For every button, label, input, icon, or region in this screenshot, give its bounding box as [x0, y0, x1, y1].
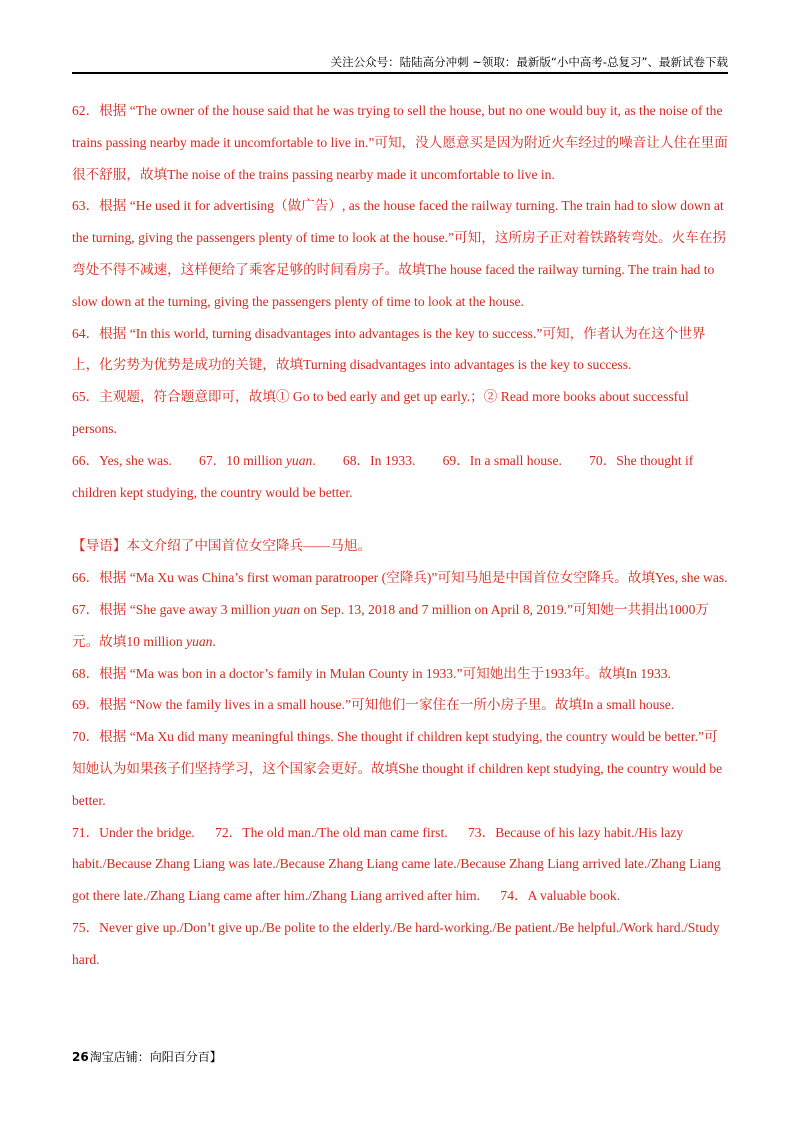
answer-67: 67．10 million yuan.: [199, 452, 316, 468]
explanation-68: 68．根据 “Ma was bon in a doctor’s family in Mulan County in 1933.”可知她出生于1933年。故填In 1933.: [72, 665, 671, 681]
section-gap: [72, 508, 728, 530]
explanation-70: 70．根据 “Ma Xu did many meaningful things. She thought if children kept studying, the country would be better.”可知她认为如果孩子们坚持学习，这个国家会更好。故填She thought if children kept studying, the country would be better.: [72, 729, 726, 808]
answer-65: 65．主观题，符合题意即可，故填① Go to bed early and get up early.；② Read more books about successful persons.: [72, 389, 693, 436]
answer-75: 75．Never give up./Don’t give up./Be polite to the elderly./Be hard-working./Be patient./Be helpful./Work hard./Study hard.: [72, 919, 723, 967]
page-header: 关注公众号：陆陆高分冲刺 ~领取：最新版“小中高考-总复习”、最新试卷下载: [330, 55, 728, 69]
guide-label: 【导语】: [72, 538, 127, 554]
answer-63: 63．根据 “He used it for advertising（做广告）, as the house faced the railway turning. The train had to slow down at the turning, giving the passengers plenty of time to look at the house.”可知，这所房子正对着铁路转弯处。火车在拐弯处不得不减速，这样便给了乘客足够的时间看房子。故填The house faced the railway turning. The train had to slow down at the turning, giving the passengers plenty of time to look at the house.: [72, 198, 728, 309]
shop-label: 淘宝店铺：向阳百分百】: [89, 1050, 222, 1064]
guide-text: 本文介绍了中国首位女空降兵——马旭。: [126, 538, 372, 554]
answer-62: 62．根据 “The owner of the house said that he was trying to sell the house, but no one would buy it, as the noise of the trains passing nearby made it uncomfortable to live in.”可知，没人愿意买是因为附近火车经过的噪音让人住在里面很不舒服，故填The noise of the trains passing nearby made it uncomfortable to live in.: [72, 103, 728, 182]
short-answers-66-70: [72, 445, 728, 509]
explanation-69: 69．根据 “Now the family lives in a small house.”可知他们一家住在一所小房子里。故填In a small house.: [72, 697, 675, 713]
answer-70: 70．She thought if children kept studying, the country would be better.: [72, 452, 697, 500]
explanation-66: 66．根据 “Ma Xu was China’s first woman paratrooper (空降兵)”可知马旭是中国首位女空降兵。故填Yes, she was.: [72, 570, 728, 586]
page-number: 26: [72, 1050, 89, 1064]
answer-66: 66．Yes, she was.: [72, 452, 172, 468]
explanation-67: 67．根据 “She gave away 3 million yuan on Sep. 13, 2018 and 7 million on April 8, 2019.”可知她一共捐出1000万元。故填10 million yuan.: [72, 601, 709, 649]
page-footer: [72, 1048, 222, 1065]
header-rule: [72, 72, 728, 74]
guide-paragraph: [72, 530, 728, 562]
answer-64: 64．根据 “In this world, turning disadvantages into advantages is the key to success.”可知，作者认为在这个世界上，化劣势为优势是成功的关键，故填Turning disadvantages into advantages is the key to success.: [72, 325, 706, 373]
answer-body: [72, 95, 728, 976]
short-answers-71-74: 71．Under the bridge. 72．The old man./The old man came first. 73．Because of his lazy habit./His lazy habit./Because Zhang Liang was late./Because Zhang Liang came late./Because Zhang Liang arrived late./Zhang Liang got there late./Zhang Liang came after him./Zhang Liang arrived after him. 74．A valuable book.: [72, 824, 725, 904]
answer-69: 69．In a small house.: [442, 452, 562, 468]
answer-68: 68．In 1933.: [342, 452, 416, 468]
